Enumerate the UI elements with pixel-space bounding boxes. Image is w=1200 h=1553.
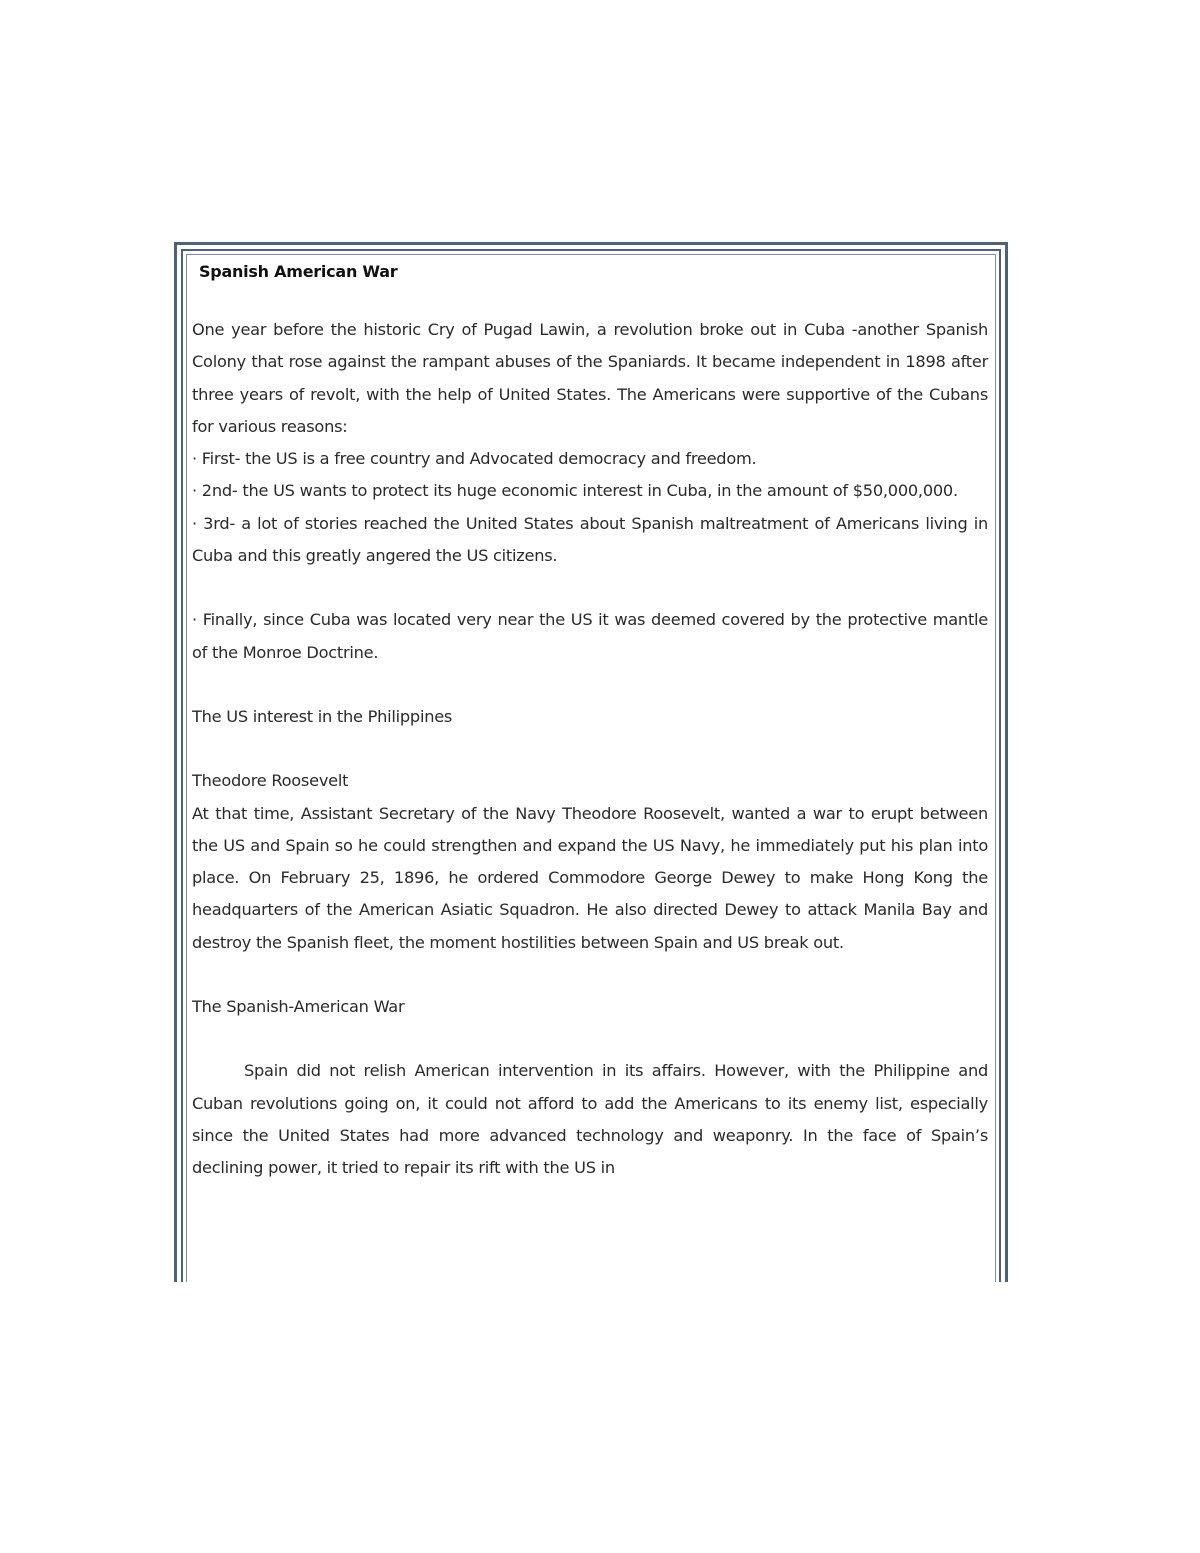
bullet-first: · First- the US is a free country and Advocated democracy and freedom. (192, 449, 757, 469)
intro-paragraph: One year before the historic Cry of Pugad Lawin, a revolution broke out in Cuba -another Spanish Colony that rose against the rampant abuses of the Spaniards. It became independent in 1898 after three years of revolt, with the help of United States. The Americans were supportive of the Cubans for various reasons: (192, 320, 988, 436)
bullet-second: · 2nd- the US wants to protect its huge economic interest in Cuba, in the amount of $50,000,000. (192, 481, 958, 501)
document-content (192, 258, 988, 1185)
bullet-third: · 3rd- a lot of stories reached the United States about Spanish maltreatment of Americans living in Cuba and this greatly angered the US citizens. (192, 513, 988, 566)
spacer (192, 733, 988, 765)
spacer (192, 572, 988, 604)
bullet-finally: · Finally, since Cuba was located very near the US it was deemed covered by the protective mantle of the Monroe Doctrine. (192, 610, 988, 662)
subheading-roosevelt: Theodore Roosevelt (192, 771, 349, 791)
war-paragraph: Spain did not relish American intervention in its affairs. However, with the Philippine and Cuban revolutions going on, it could not afford to add the Americans to its enemy list, especially since the United States had more advanced technology and weaponry. In the face of Spain’s declining power, it tried to repair its rift with the US in (192, 1061, 988, 1178)
spacer (192, 286, 988, 314)
spacer (192, 669, 988, 701)
section-spanish-american-war: The Spanish-American War (192, 997, 405, 1017)
section-us-interest: The US interest in the Philippines (192, 706, 453, 726)
document-title: Spanish American War (199, 262, 398, 281)
spacer (192, 1023, 988, 1055)
spacer (192, 959, 988, 991)
roosevelt-paragraph: At that time, Assistant Secretary of the Navy Theodore Roosevelt, wanted a war to erupt between the US and Spain so he could strengthen and expand the US Navy, he immediately put his plan into place. On February 25, 1896, he ordered Commodore George Dewey to make Hong Kong the headquarters of the American Asiatic Squadron. He also directed Dewey to attack Manila Bay and destroy the Spanish fleet, the moment hostilities between Spain and US break out. (192, 803, 988, 952)
